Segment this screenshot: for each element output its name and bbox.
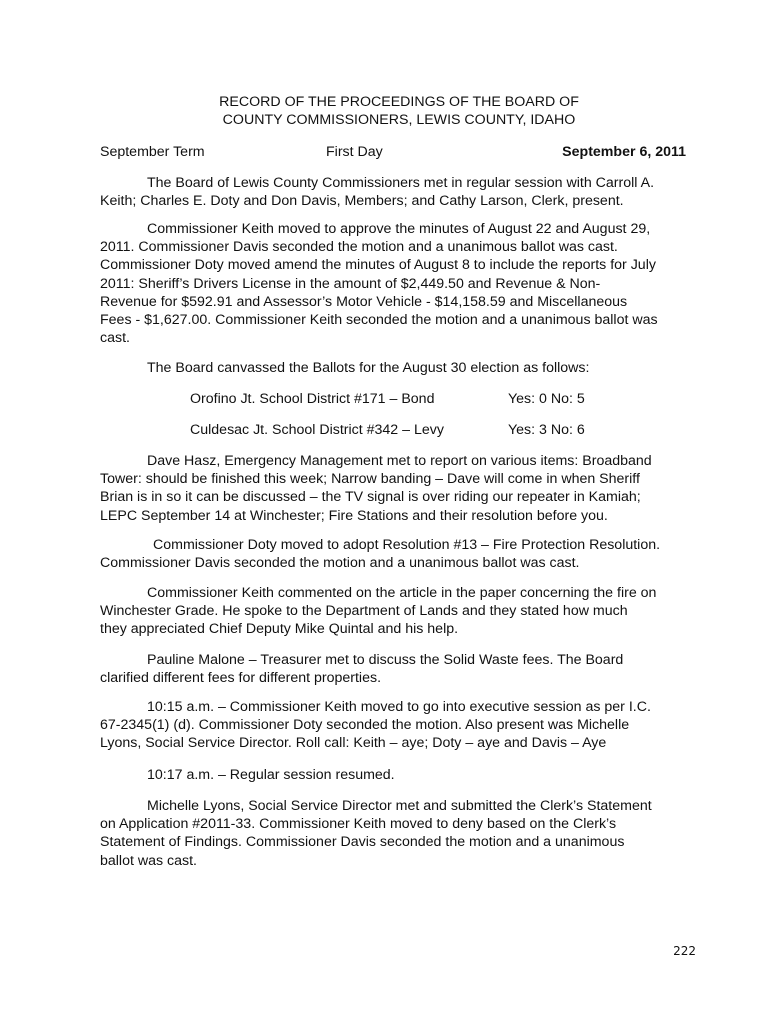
text-line: 2011: Sheriff’s Drivers License in the amount of $2,449.50 and Revenue & Non- — [100, 275, 601, 292]
ballot-name: Orofino Jt. School District #171 – Bond — [190, 391, 435, 407]
paragraph-executive-session — [100, 698, 700, 753]
paragraph-resolution — [100, 536, 700, 572]
text-line: LEPC September 14 at Winchester; Fire Stations and their resolution before you. — [100, 507, 608, 524]
text-line: ballot was cast. — [100, 852, 197, 869]
text-line: Lyons, Social Service Director. Roll call: Keith – aye; Doty – aye and Davis – Aye — [100, 735, 607, 752]
ballot-name: Culdesac Jt. School District #342 – Levy — [190, 422, 444, 438]
paragraph-attendance — [100, 174, 700, 210]
text-line: The Board of Lewis County Commissioners met in regular session with Carroll A. — [147, 175, 655, 191]
text-line: Michelle Lyons, Social Service Director met and submitted the Clerk’s Statement — [147, 798, 652, 814]
text-line: Statement of Findings. Commissioner Davis seconded the motion and a unanimous — [100, 834, 625, 851]
text-line: Keith; Charles E. Doty and Don Davis, Members; and Cathy Larson, Clerk, present. — [100, 193, 624, 210]
text-line: Revenue for $592.91 and Assessor’s Motor Vehicle - $14,158.59 and Miscellaneous — [100, 293, 628, 310]
paragraph-minutes — [100, 220, 700, 347]
ballot-vote: Yes: 3 No: 6 — [508, 422, 585, 438]
text-line: Commissioner Keith moved to approve the minutes of August 22 and August 29, — [147, 221, 651, 237]
text-line: they appreciated Chief Deputy Mike Quintal and his help. — [100, 621, 459, 638]
text-line: Commissioner Keith commented on the article in the paper concerning the fire on — [147, 585, 657, 601]
paragraph-clerks-statement — [100, 797, 700, 870]
text-line: Tower: should be finished this week; Narrow banding – Dave will come in when Sheriff — [100, 471, 640, 488]
text-line: 67-2345(1) (d). Commissioner Doty seconded the motion. Also present was Michelle — [100, 717, 630, 734]
paragraph-emergency-management — [100, 452, 700, 525]
text-line: on Application #2011-33. Commissioner Keith moved to deny based on the Clerk’s — [100, 816, 617, 833]
text-line: Commissioner Doty moved amend the minutes of August 8 to include the reports for July — [100, 257, 656, 274]
term-row — [100, 143, 686, 162]
day-label: First Day — [326, 144, 383, 160]
text-line: Commissioner Davis seconded the motion and a unanimous ballot was cast. — [100, 555, 580, 572]
text-line: Commissioner Doty moved to adopt Resolution #13 – Fire Protection Resolution. — [153, 537, 661, 553]
text-line: The Board canvassed the Ballots for the August 30 election as follows: — [147, 360, 590, 376]
text-line: 2011. Commissioner Davis seconded the motion and a unanimous ballot was cast. — [100, 239, 618, 256]
text-line: 10:15 a.m. – Commissioner Keith moved to go into executive session as per I.C. — [147, 699, 651, 715]
text-line: cast. — [100, 330, 130, 347]
ballot-row — [190, 421, 610, 440]
page-number: 222 — [673, 944, 696, 958]
ballot-vote: Yes: 0 No: 5 — [508, 391, 585, 407]
text-line: Fees - $1,627.00. Commissioner Keith seconded the motion and a unanimous ballot was — [100, 312, 658, 329]
paragraph-resumed — [100, 766, 700, 784]
text-line: Dave Hasz, Emergency Management met to report on various items: Broadband — [147, 453, 652, 469]
term-label: September Term — [100, 144, 205, 160]
text-line: 10:17 a.m. – Regular session resumed. — [147, 767, 395, 783]
paragraph-canvass — [100, 359, 700, 377]
title-line-2: COUNTY COMMISSIONERS, LEWIS COUNTY, IDAHO — [222, 112, 576, 128]
ballot-row — [190, 390, 610, 409]
text-line: Pauline Malone – Treasurer met to discuss the Solid Waste fees. The Board — [147, 652, 624, 668]
paragraph-treasurer — [100, 651, 700, 687]
text-line: Winchester Grade. He spoke to the Department of Lands and they stated how much — [100, 603, 628, 620]
text-line: clarified different fees for different properties. — [100, 670, 382, 687]
text-line: Brian is in so it can be discussed – the TV signal is over riding our repeater in Kamiah; — [100, 489, 641, 506]
paragraph-article — [100, 584, 700, 639]
meeting-date: September 6, 2011 — [562, 144, 686, 160]
document-title — [100, 93, 698, 129]
title-line-1: RECORD OF THE PROCEEDINGS OF THE BOARD OF — [219, 94, 579, 110]
